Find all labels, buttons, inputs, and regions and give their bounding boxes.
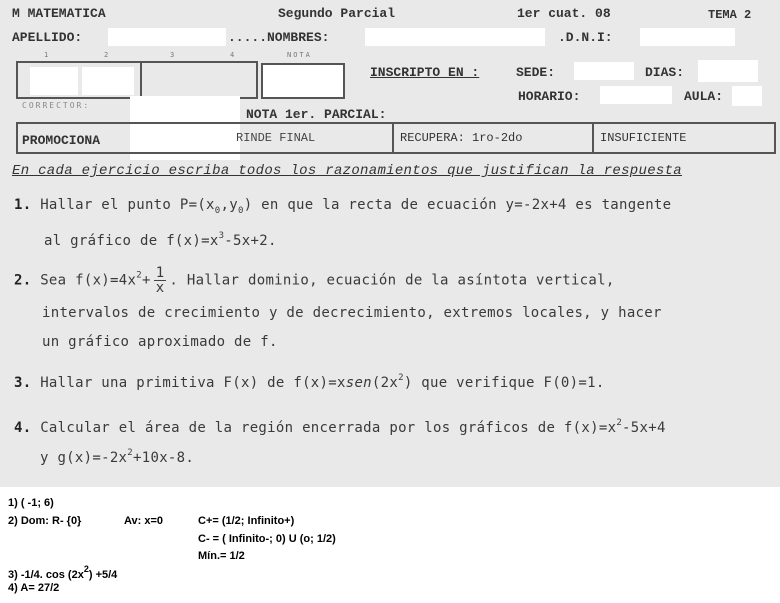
question-1-line-1: 1. Hallar el punto $P=(x_0,y_0)$ en que la recta de ecuación y=-2x+4 es tangente	[14, 197, 672, 216]
apellido-label: APELLIDO:	[12, 30, 83, 45]
question-2-line-2: intervalos de crecimiento y de decrecimiento, extremos locales, y hacer	[42, 305, 662, 321]
answer-3: 3) -1/4. $\cos (2x^2) +5/4$	[8, 564, 118, 581]
sede-label: SEDE:	[516, 65, 556, 80]
answer-2-decrease: C- = ( Infinito-; 0) U (o; 1/2)	[198, 533, 336, 545]
answer-2-asymptote: Av: x=0	[124, 515, 164, 527]
outcome-rinde-final: RINDE FINAL	[236, 131, 316, 145]
box-number-2: 2	[104, 51, 109, 59]
apellido-redacted	[108, 28, 226, 46]
score-boxes	[16, 61, 258, 99]
corrector-label: CORRECTOR:	[22, 101, 91, 110]
box-number-3: 3	[170, 51, 175, 59]
dni-redacted	[640, 28, 735, 46]
answer-4: 4) A= 27/2	[8, 582, 60, 594]
nota-label: NOTA	[287, 51, 312, 59]
tema: TEMA 2	[708, 8, 752, 22]
nota-parcial-label: NOTA 1er. PARCIAL:	[246, 107, 387, 122]
question-4-line-2: y $g(x)=-2x^2+10x-8$.	[40, 448, 195, 466]
subject: M MATEMATICA	[12, 6, 106, 21]
box-number-1: 1	[44, 51, 49, 59]
dias-label: DIAS:	[645, 65, 685, 80]
instruction: En cada ejercicio escriba todos los razonamientos que justifican la respuesta	[12, 163, 683, 179]
answer-1: 1) ( -1; 6)	[8, 497, 54, 509]
nota-box	[261, 63, 345, 99]
answer-2-minimum: Mín.= 1/2	[198, 550, 245, 562]
outcome-recupera: RECUPERA: 1ro-2do	[400, 131, 523, 145]
horario-label: HORARIO:	[518, 89, 581, 104]
fraction: $\frac{1}{x}$	[155, 265, 165, 296]
question-2-line-1: 2. Sea $f(x)=4x^2+$ $\frac{1}{x}$ . Hallar dominio, ecuación de la asíntota vertical,	[14, 265, 615, 296]
dni-label: .D.N.I:	[558, 30, 613, 45]
term: 1er cuat. 08	[517, 6, 611, 21]
question-3: 3. Hallar una primitiva F(x) de $f(x)=xsen(2x^2)$ que verifique F(0)=1.	[14, 373, 605, 391]
inscripto-label: INSCRIPTO EN :	[370, 65, 480, 80]
answer-2-domain: 2) Dom: R- {0}	[8, 515, 82, 527]
question-4-line-1: 4. Calcular el área de la región encerrada por los gráficos de $f(x)=x^2-5x+4$	[14, 418, 666, 436]
question-1-line-2: al gráfico de $f(x)=x^3-5x+2$.	[44, 231, 277, 249]
outcome-insuficiente: INSUFICIENTE	[600, 131, 687, 145]
exam-title: Segundo Parcial	[278, 6, 396, 21]
box-number-4: 4	[230, 51, 235, 59]
outcome-promociona: PROMOCIONA	[22, 133, 101, 148]
aula-label: AULA:	[684, 89, 724, 104]
question-2-line-3: un gráfico aproximado de f.	[42, 334, 278, 350]
nombres-label: .....NOMBRES:	[228, 30, 330, 45]
nombres-redacted	[365, 28, 545, 46]
answer-2-growth: C+= (1/2; Infinito+)	[198, 515, 295, 527]
